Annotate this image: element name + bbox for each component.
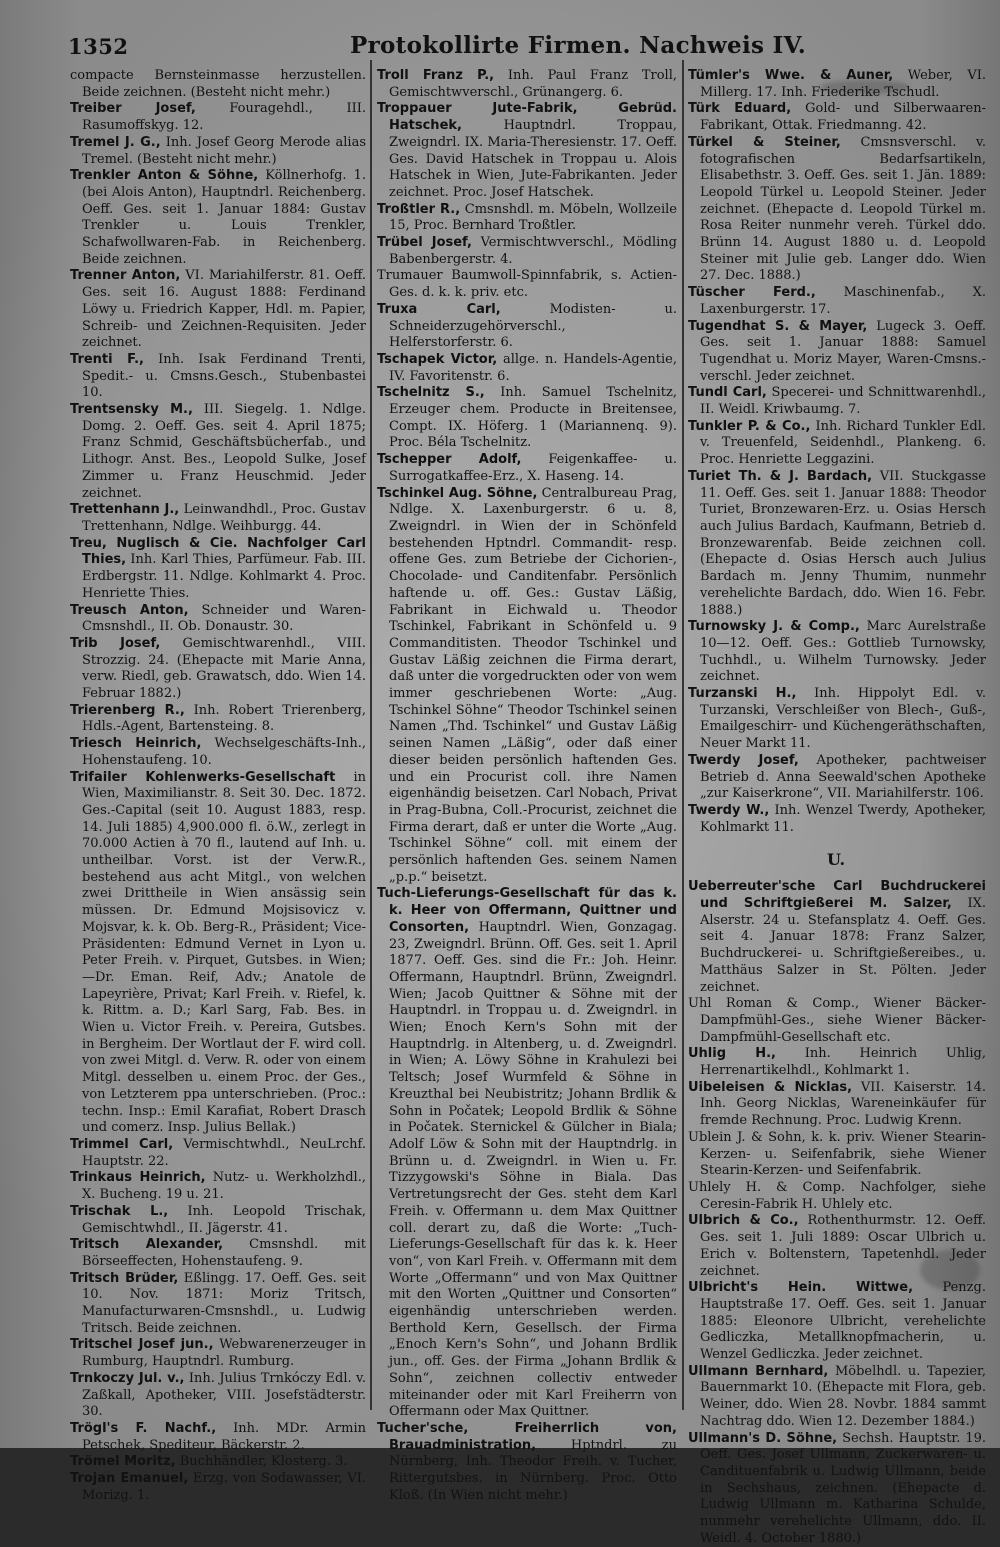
directory-entry (686, 1213, 986, 1280)
firm-name: Trnkoczy Jul. v., (70, 1370, 185, 1386)
directory-entry (68, 502, 366, 535)
section-heading: U. (826, 850, 846, 870)
entry-details: Hptndrl. zu Nürnberg, Inh. Theodor Freih. v. Tucher, Rittergutsbes. in Nürnberg. Proc. Otto Kloß. (In Wien nicht mehr.) (389, 1437, 677, 1503)
directory-entry (68, 352, 366, 402)
page-number: 1352 (68, 34, 129, 59)
firm-name: Trögl's F. Nachf., (70, 1420, 217, 1436)
entry-details: Specerei- und Schnittwarenhdl., II. Weidl. Kriwbaumg. 7. (700, 385, 986, 418)
firm-name: Trib Josef, (70, 635, 161, 651)
firm-name: Trifailer Kohlenwerks-Gesellschaft (70, 769, 336, 785)
page-header (0, 30, 1000, 64)
directory-entry (375, 352, 677, 385)
directory-entry (375, 68, 677, 101)
firm-name: Turiet Th. & J. Bardach, (688, 468, 873, 484)
text-column-right (686, 68, 987, 1546)
entry-details: Wechselgeschäfts-Inh., Hohenstaufeng. 10. (82, 736, 366, 768)
firm-name: Troppauer Jute-Fabrik, Gebrüd. Hatschek, (377, 101, 677, 134)
directory-entry (686, 1180, 986, 1213)
directory-entry (68, 68, 366, 101)
running-title: Protokollirte Firmen. Nachweis IV. (350, 32, 807, 59)
directory-entry (375, 1421, 677, 1505)
entry-details: Weber, VI. Millerg. 17. Inh. Friederike Tschudl. (700, 68, 986, 100)
firm-name: Tritsch Brüder, (70, 1270, 179, 1286)
firm-name: Tschepper Adolf, (377, 452, 522, 468)
directory-entry (686, 469, 986, 619)
firm-name: Tschelnitz S., (377, 385, 485, 401)
firm-name: Twerdy W., (688, 802, 770, 818)
directory-entry (375, 385, 677, 452)
directory-entry (686, 1364, 986, 1431)
directory-entry (68, 770, 366, 1137)
firm-name: Trentsensky M., (70, 402, 193, 418)
directory-entry (68, 636, 366, 703)
firm-name: Uhlig H., (688, 1046, 776, 1062)
directory-entry (686, 101, 986, 134)
firm-name: Triesch Heinrich, (70, 736, 202, 752)
directory-entry (686, 419, 986, 469)
text-column-left (68, 68, 367, 1503)
directory-entry (68, 1454, 366, 1471)
directory-entry (375, 886, 677, 1421)
directory-entry (686, 135, 986, 285)
directory-entry (375, 302, 677, 352)
firm-name: Tümler's Wwe. & Auner, (688, 68, 894, 83)
firm-name: Troßtler R., (377, 201, 461, 217)
entry-details: Buchhändler, Klosterg. 3. (179, 1454, 348, 1470)
firm-name: Ulbricht's Hein. Wittwe, (688, 1280, 914, 1296)
entry-details: compacte Bernsteinmasse herzustellen. Beide zeichnen. (Besteht nicht mehr.) (70, 68, 366, 100)
entry-details: Inh. Karl Thies, Parfümeur. Fab. III. Erdbergstr. 11. Ndlge. Kohlmarkt 4. Proc. Henriette Thies. (82, 552, 366, 601)
column-rule (370, 60, 372, 1410)
directory-entry (68, 603, 366, 636)
entry-details: Möbelhdl. u. Tapezier, Bauernmarkt 10. (Ehepacte mit Flora, geb. Weiner, ddo. Wien 28. Novbr. 1884 sammt Nachtrag ddo. Wien 12. Dezember 1884.) (700, 1363, 986, 1429)
entry-details: in Wien, Maximilianstr. 8. Seit 30. Dec. 1872. Ges.-Capital (seit 10. August 1883, resp. 14. Juli 1885) 4,900.000 fl. ö.W., zerlegt in 70.000 Actien à 70 fl., lautend auf Inh. u. untheilbar. Vorst. ist der Verw.R., bestehend aus acht Mitgl., von welchen zwei Drittheile in Wien ansässig sein müssen. Dr. Edmund Mojsisovicz v. Mojsvar, k. k. Ob. Berg-R., Präsident; Vice-Präsidenten: Edmund Vernet in Lyon u. Peter Freih. v. Pirquet, Gutsbes. in Wien; —Dr. Eman. Reif, Adv.; Anatole de Lapeyrière, Privat; Karl Freih. v. Riefel, k. k. Rittm. a. D.; Karl Sarg, Fab. Bes. in Wien u. Victor Freih. v. Pereira, Gutsbes. in Bergheim. Der Wortlaut der F. wird coll. von zwei Mitgl. d. Verw. R. oder von einem Mitgl. desselben u. einem Proc. der Ges., von Letzterem ppa unterschrieben. (Proc.: techn. Insp.: Emil Karafiat, Robert Drasch und comerz. Insp. Julius Bellak.) (82, 769, 366, 1136)
firm-name: Ullmann's D. Söhne, (688, 1430, 838, 1446)
directory-entry (68, 736, 366, 769)
entry-details: Erzg. von Sodawasser, VI. Morizg. 1. (82, 1471, 366, 1503)
entry-details: Modisten- u. Schneiderzugehörverschl., Helferstorferstr. 6. (389, 301, 677, 351)
directory-entry (686, 1280, 986, 1364)
firm-name: Trierenberg R., (70, 702, 185, 718)
entry-details: Hauptndrl. Troppau, Zweigndrl. IX. Maria-Theresienstr. 17. Oeff. Ges. David Hatschek in Troppau u. Alois Hatschek in Wien, Jute-Fabrikanten. Jeder zeichnet. Proc. Josef Hatschek. (389, 118, 677, 200)
firm-name: Ueberreuter'sche Carl Buchdruckerei und Schriftgießerei M. Salzer, (688, 879, 986, 912)
entry-details: Lugeck 3. Oeff. Ges. seit 1. Januar 1888: Samuel Tugendhat u. Moriz Mayer, Waren-Cmsns.-verschl. Jeder zeichnet. (700, 318, 986, 384)
directory-entry (68, 1170, 366, 1203)
entry-details: VII. Kaiserstr. 14. Inh. Georg Nicklas, Wareneinkäufer für fremde Rechnung. Proc. Ludwig Krenn. (700, 1079, 986, 1129)
directory-entry (686, 1080, 986, 1130)
entry-details: Gold- und Silberwaaren-Fabrikant, Ottak. Friedmanng. 42. (700, 101, 986, 134)
firm-name: Tunkler P. & Co., (688, 418, 811, 434)
directory-entry (68, 1237, 366, 1270)
directory-entry (68, 135, 366, 168)
directory-entry (68, 1271, 366, 1338)
entry-details: Eßlingg. 17. Oeff. Ges. seit 10. Nov. 1871: Moriz Tritsch, Manufacturwaren-Cmsnshdl., u. Ludwig Tritsch. Beide zeichnen. (82, 1270, 366, 1336)
firm-name: Tugendhat S. & Mayer, (688, 318, 868, 334)
entry-details: Köllnerhofg. 1. (bei Alois Anton), Hauptndrl. Reichenberg. Oeff. Ges. seit 1. Januar 1884: Gustav Trenkler u. Louis Trenkler, Schafwollwaren-Fab. in Reichenberg. Beide zeichnen. (82, 168, 366, 267)
firm-name: Tschinkel Aug. Söhne, (377, 485, 538, 501)
directory-entry (686, 1130, 986, 1180)
directory-entry (375, 101, 677, 201)
firm-name: Trenkler Anton & Söhne, (70, 168, 259, 184)
directory-entry (686, 619, 986, 686)
entry-details: Feigenkaffee- u. Surrogatkaffee-Erz., X. Haseng. 14. (389, 452, 677, 484)
firm-name: Türkel & Steiner, (688, 134, 841, 150)
entry-details: Uhl Roman & Comp., Wiener Bäcker-Dampfmühl-Ges., siehe Wiener Bäcker-Dampfmühl-Gesellschaft etc. (688, 996, 986, 1045)
entry-details: allge. n. Handels-Agentie, IV. Favoritenstr. 6. (389, 351, 677, 384)
entry-details: Vermischtwverschl., Mödling Babenbergerstr. 4. (389, 235, 677, 267)
directory-entry (68, 1371, 366, 1421)
firm-name: Trinkaus Heinrich, (70, 1170, 206, 1186)
firm-name: Trübel Josef, (377, 235, 472, 251)
firm-name: Tritschel Josef jun., (70, 1337, 214, 1353)
directory-entry (375, 235, 677, 268)
firm-name: Treusch Anton, (70, 602, 189, 618)
directory-entry (68, 1337, 366, 1370)
directory-entry (68, 536, 366, 603)
entry-details: Marc Aurelstraße 10—12. Oeff. Ges.: Gottlieb Turnowsky, Tuchhdl., u. Wilhelm Turnowsky. Jeder zeichnet. (700, 619, 986, 685)
directory-entry (68, 168, 366, 268)
firm-name: Turnowsky J. & Comp., (688, 619, 860, 635)
directory-entry (686, 996, 986, 1046)
directory-entry (68, 101, 366, 134)
firm-name: Tritsch Alexander, (70, 1237, 224, 1253)
firm-name: Trenti F., (70, 351, 144, 367)
firm-name: Trojan Emanuel, (70, 1471, 189, 1487)
firm-name: Treiber Josef, (70, 101, 196, 117)
firm-name: Uibeleisen & Nicklas, (688, 1079, 853, 1095)
entry-details: Webwarenerzeuger in Rumburg, Hauptndrl. Rumburg. (82, 1337, 366, 1370)
entry-details: Penzg. Hauptstraße 17. Oeff. Ges. seit 1. Januar 1885: Eleonore Ulbricht, verehelichte Gedliczka, Metallknopfmacherin, u. Wenzel Gedliczka. Jeder zeichnet. (700, 1280, 986, 1363)
firm-name: Tremel J. G., (70, 134, 161, 150)
entry-details: Hauptndrl. Wien, Gonzagag. 23, Zweigndrl. Brünn. Off. Ges. seit 1. April 1877. Oeff. Ges. sind die Fr.: Joh. Heinr. Offermann, Hauptndrl. Brünn, Zweigndrl. Wien; Jacob Quittner & Söhne mit der Hauptndrl. in Troppau u. d. Zweigndrl. in Wien; Enoch Kern's Sohn mit der Hauptndrlg. in Altenberg, u. d. Zweigndrl. in Wien; A. Löwy Söhne in Krahulezi bei Teltsch; Josef Wurmfeld & Söhne in Kreuzthal bei Neubistritz; Johann Brdlik & Sohn in Počatek; Leopold Brdlik & Söhne in Počatek. Sternickel & Gülcher in Biala; Adolf Löw & Sohn mit der Hauptndrlg. in Brünn u. d. Zweigndrl. in Wien u. Fr. Tizzygowski's Söhne in Biala. Das Vertretungsrecht der Ges. steht dem Karl Freih. v. Offermann u. dem Max Quittner coll. derart zu, daß die Worte: „Tuch-Lieferungs-Gesellschaft für das k. k. Heer von“, von Karl Freih. v. Offermann mit dem Worte „Offermann“ und von Max Quittner mit den Worten „Quittner und Consorten“ eigenhändig unterschrieben werden. Berthold Kern, Gesellsch. der Firma „Enoch Kern's Sohn“, und Johann Brdlik jun., off. Ges. der Firma „Johann Brdlik & Sohn“, zeichnen collectiv entweder miteinander oder mit Karl Freiherrn von Offermann oder Max Quittner. (389, 919, 678, 1420)
directory-entry (686, 319, 986, 386)
firm-name: Troll Franz P., (377, 68, 495, 83)
entry-details: Fouragehdl., III. Rasumoffskyg. 12. (82, 101, 366, 134)
firm-name: Tschapek Victor, (377, 351, 498, 367)
column-rule (682, 60, 684, 1410)
directory-entry (686, 1431, 986, 1547)
firm-name: Twerdy Josef, (688, 752, 799, 768)
entry-details: Vermischtwhdl., NeuLrchf. Hauptstr. 22. (82, 1137, 366, 1169)
directory-entry (686, 1046, 986, 1079)
entry-details: IX. Alserstr. 24 u. Stefansplatz 4. Oeff. Ges. seit 4. Januar 1878: Franz Salzer, Buchdruckerei- u. Schriftgießereibes., u. Matthäus Salzer in St. Pölten. Jeder zeichnet. (700, 896, 986, 995)
firm-name: Tüscher Ferd., (688, 285, 816, 301)
entry-details: Leinwandhdl., Proc. Gustav Trettenhann, Ndlge. Weihburgg. 44. (82, 502, 366, 534)
entry-details: Gemischtwarenhdl., VIII. Strozzig. 24. (Ehepacte mit Marie Anna, verw. Riedl, geb. Grawatsch, ddo. Wien 14. Februar 1882.) (82, 635, 366, 702)
entry-details: Cmsnshdl. mit Börseeffecten, Hohenstaufeng. 9. (82, 1237, 366, 1269)
directory-entry (68, 268, 366, 352)
entry-details: Inh. Leopold Trischak, Gemischtwhdl., II. Jägerstr. 41. (82, 1203, 366, 1236)
firm-name: Trenner Anton, (70, 268, 181, 284)
firm-name: Trimmel Carl, (70, 1137, 174, 1152)
directory-entry (686, 803, 986, 836)
entry-details: Inh. Heinrich Uhlig, Herrenartikelhdl., Kohlmarkt 1. (700, 1046, 987, 1079)
entry-details: VII. Stuckgasse 11. Oeff. Ges. seit 1. Januar 1888: Theodor Turiet, Bronzewaren-Erz. u. Osias Hersch auch Julius Bardach, Kaufmann, Betrieb d. Bronzewarenfab. Beide zeichnen coll. (Ehepacte d. Osias Hersch auch Julius Bardach m. Jenny Thumim, nunmehr verehelichte Bardach, ddo. Wien 16. Febr. 1888.) (700, 468, 986, 618)
entry-details: Inh. Julius Trnkóczy Edl. v. Zaßkall, Apotheker, VIII. Josefstädterstr. 30. (82, 1370, 366, 1420)
directory-entry (68, 1471, 366, 1504)
firm-name: Trettenhann J., (70, 502, 180, 518)
directory-entry (375, 452, 677, 485)
entry-details: Maschinenfab., X. Laxenburgerstr. 17. (700, 285, 987, 317)
entry-details: Inh. Hippolyt Edl. v. Turzanski, Verschleißer von Blech-, Guß-, Emailgeschirr- und Küchengeräthschaften, Neuer Markt 11. (700, 686, 986, 752)
directory-entry (686, 385, 986, 418)
entry-details: Ublein J. & Sohn, k. k. priv. Wiener Stearin-Kerzen- u. Seifenfabrik, siehe Wiener Stearin-Kerzen- und Seifenfabrik. (688, 1129, 986, 1179)
firm-name: Trischak L., (70, 1203, 169, 1219)
entry-details: Schneider und Waren-Cmsnshdl., II. Ob. Donaustr. 30. (82, 602, 367, 635)
firm-name: Tuch-Lieferungs-Gesellschaft für das k. k. Heer von Offermann, Quittner und Consorten, (377, 886, 677, 935)
firm-name: Truxa Carl, (377, 301, 501, 317)
directory-entry (68, 1204, 366, 1237)
entry-details: Inh. Paul Franz Troll, Gemischtwverschl., Grünangerg. 6. (389, 68, 677, 100)
entry-details: Centralbureau Prag, Ndlge. X. Laxenburgerstr. 6 u. 8, Zweigndrl. in Wien der in Schönfeld bestehenden Hptndrl. Commandit- resp. offene Ges. zum Betriebe der Cichorien-, Chocolade- und Canditenfabr. Persönlich haftende u. off. Ges.: Gustav Läßig, Fabrikant in Eichwald u. Theodor Tschinkel, Fabrikant in Schönfeld u. 9 Commanditisten. Theodor Tschinkel und Gustav Läßig zeichnen die Firma derart, daß unter die vorgedruckten oder von wem immer geschriebenen Worte: „Aug. Tschinkel Söhne“ Theodor Tschinkel seinen Namen „Thd. Tschinkel“ und Gustav Läßig seinen Namen „Läßig“, oder daß einer dieser beiden persönlich haftenden Ges. und ein Procurist coll. ihre Namen eigenhändig beisetzen. Carl Nobach, Privat in Prag-Bubna, Coll.-Procurist, zeichnet die Firma derart, daß er unter die Worte „Aug. Tschinkel Söhne“ coll. mit einem der persönlich haftenden Ges. seinem Namen „p.p.“ beisetzt. (389, 485, 678, 885)
entry-details: Rothenthurmstr. 12. Oeff. Ges. seit 1. Juli 1889: Oscar Ulbrich u. Erich v. Boltenstern, Tapetenhdl. Jeder zeichnet. (700, 1213, 986, 1279)
firm-name: Ulbrich & Co., (688, 1213, 799, 1229)
firm-name: Türk Eduard, (688, 101, 792, 117)
entry-details: Inh. Wenzel Twerdy, Apotheker, Kohlmarkt 11. (700, 802, 987, 835)
entry-details: Inh. Robert Trierenberg, Hdls.-Agent, Bartensteing. 8. (82, 702, 366, 735)
directory-entry (68, 1137, 366, 1170)
directory-entry (375, 202, 677, 235)
directory-entry (375, 268, 677, 301)
entry-details: Nutz- u. Werkholzhdl., X. Bucheng. 19 u. 21. (82, 1170, 366, 1203)
directory-entry (68, 1421, 366, 1454)
firm-name: Treu, Nuglisch & Cie. Nachfolger Carl Thies, (70, 535, 366, 568)
firm-name: Ullmann Bernhard, (688, 1363, 829, 1379)
text-column-middle (375, 68, 678, 1503)
entry-details: Inh. MDr. Armin Petschek, Spediteur, Bäckerstr. 2. (82, 1420, 367, 1453)
entry-details: Trumauer Baumwoll-Spinnfabrik, s. Actien-Ges. d. k. k. priv. etc. (377, 268, 677, 301)
entry-details: Uhlely H. & Comp. Nachfolger, siehe Ceresin-Fabrik H. Uhlely etc. (688, 1180, 986, 1212)
firm-name: Tundl Carl, (688, 385, 767, 401)
firm-name: Turzanski H., (688, 686, 797, 702)
entry-details: Inh. Samuel Tschelnitz, Erzeuger chem. Producte in Breitensee, Compt. IX. Höferg. 1 (Mariannenq. 9). Proc. Béla Tschelnitz. (389, 385, 678, 451)
directory-entry (68, 402, 366, 502)
directory-entry (375, 486, 677, 887)
directory-entry (686, 68, 986, 101)
entry-details: Inh. Isak Ferdinand Trenti, Spedit.- u. Cmsns.Gesch., Stubenbastei 10. (82, 351, 367, 401)
directory-entry (686, 879, 986, 996)
entry-details: Inh. Josef Georg Merode alias Tremel. (Besteht nicht mehr.) (82, 134, 366, 167)
entry-details: Inh. Richard Tunkler Edl. v. Treuenfeld, Seidenhdl., Plankeng. 6. Proc. Henriette Leggazini. (700, 418, 986, 468)
entry-details: Cmsnsverschl. v. fotografischen Bedarfsartikeln, Elisabethstr. 3. Oeff. Ges. seit 1. Jän. 1889: Leopold Türkel u. Leopold Steiner. Jeder zeichnet. (Ehepacte d. Leopold Türkel m. Rosa Reiter nunmehr vereh. Türkel ddo. Brünn 14. August 1880 u. d. Leopold Steiner mit Julie geb. Langer ddo. Wien 27. Dec. 1888.) (700, 134, 986, 284)
entry-details: III. Siegelg. 1. Ndlge. Domg. 2. Oeff. Ges. seit 4. April 1875; Franz Schmid, Geschäftsbücherfab., und Lithogr. Anst. Bes., Leopold Sulke, Josef Zimmer u. Franz Heuschmid. Jeder zeichnet. (82, 402, 366, 501)
directory-entry (686, 285, 986, 318)
entry-details: Cmsnshdl. m. Möbeln, Wollzeile 15, Proc. Bernhard Troßtler. (389, 201, 677, 234)
directory-entry (686, 686, 986, 753)
firm-name: Tucher'sche, Freiherrlich von, Brauadministration, (377, 1420, 677, 1453)
directory-entry (68, 703, 366, 736)
directory-entry (686, 753, 986, 803)
entry-details: Apotheker, pachtweiser Betrieb d. Anna Seewald'schen Apotheke „zur Kaiserkrone“, VII. Mariahilferstr. 106. (700, 752, 986, 802)
entry-details: VI. Mariahilferstr. 81. Oeff. Ges. seit 16. August 1888: Ferdinand Löwy u. Friedrich Kapper, Hdl. m. Papier, Schreib- und Zeichnen-Requisiten. Jeder zeichnet. (82, 268, 367, 351)
entry-details: Sechsh. Hauptstr. 19. Oeff. Ges. Josef Ullmann, Zuckerwaren- u. Candituenfabrik u. Ludwig Ullmann, beide in Sechshaus, zeichnen. (Ehepacte d. Ludwig Ullmann m. Katharina Schulde, nunmehr verehelichte Ullmann, ddo. II. Weidl. 4. October 1880.) (700, 1430, 987, 1546)
firm-name: Trömel Moritz, (70, 1454, 176, 1470)
